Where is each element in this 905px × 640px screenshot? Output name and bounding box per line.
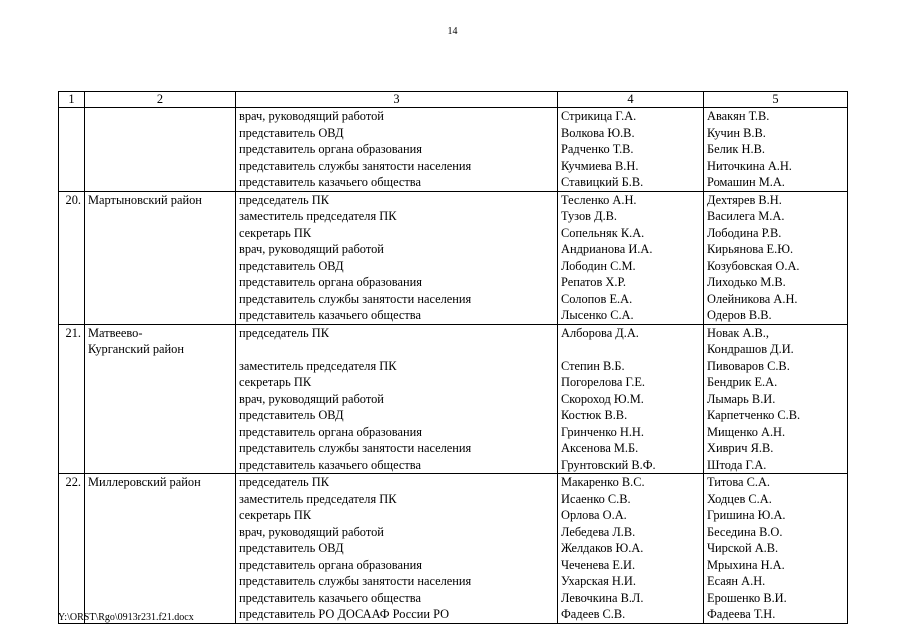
role-text: представитель службы занятости населения [239, 441, 472, 455]
main-member-name: Скороход Ю.М. [561, 391, 644, 406]
reserve-member-name: Хиврич Я.В. [707, 441, 774, 455]
reserve-member-name: Авакян Т.В. [707, 109, 770, 123]
district-cell [85, 324, 236, 474]
table-row [59, 191, 848, 324]
district-name: Миллеровский район [88, 475, 201, 489]
reserve-member-name: Одеров В.В. [707, 308, 772, 322]
main-member-name: Репатов Х.Р. [561, 275, 626, 289]
main-member-name: Степин В.Б. [561, 358, 625, 373]
role-text: представитель службы занятости населения [239, 158, 472, 173]
main-member-name: Тесленко А.Н. [561, 192, 637, 207]
role-text: заместитель председателя ПК [239, 491, 397, 506]
main-member-name: Стрикица Г.А. [561, 109, 637, 123]
main-member-name: Аксенова М.Б. [561, 441, 639, 455]
row-number: 22. [59, 474, 85, 624]
role-text: секретарь ПК [239, 225, 312, 240]
main-member-name: Макаренко В.С. [561, 475, 645, 489]
reserve-member-name: Титова С.А. [707, 475, 771, 489]
reserve-member-name: Ходцев С.А. [707, 491, 772, 506]
reserve-member-name: Кирьянова Е.Ю. [707, 242, 794, 256]
reserve-member-name: Белик Н.В. [707, 142, 765, 156]
role-text: заместитель председателя ПК [239, 358, 397, 373]
table-header-row [59, 92, 848, 108]
role-text: врач, руководящий работой [239, 524, 384, 539]
role-text: представитель казачьего общества [239, 308, 421, 322]
main-member-name: Костюк В.В. [561, 408, 628, 422]
main-member-name: Лысенко С.А. [561, 308, 634, 322]
reserve-member-name: Ниточкина А.Н. [707, 158, 792, 173]
main-member-name: Левочкина В.Л. [561, 590, 644, 605]
role-text: представитель органа образования [239, 275, 422, 289]
reserve-member-name: Дехтярев В.Н. [707, 192, 782, 207]
reserve-member-name: Беседина В.О. [707, 524, 783, 539]
district-name: Мартыновский район [88, 192, 202, 207]
reserve-member-cell [704, 474, 848, 624]
reserve-member-name: Лымарь В.И. [707, 391, 776, 406]
main-member-name: Фадеев С.В. [561, 607, 626, 621]
main-member-name: Волкова Ю.В. [561, 125, 635, 140]
reserve-member-name: Гришина Ю.А. [707, 508, 786, 522]
reserve-member-name: Карпетченко С.В. [707, 408, 801, 422]
reserve-member-cell [704, 191, 848, 324]
main-member-name: Солопов Е.А. [561, 291, 633, 306]
role-text: секретарь ПК [239, 375, 312, 389]
district-cell [85, 474, 236, 624]
reserve-member-name: Олейникова А.Н. [707, 291, 798, 306]
main-member-name: Ухарская Н.И. [561, 574, 636, 588]
role-text: председатель ПК [239, 192, 329, 207]
reserve-member-name: Василега М.А. [707, 209, 785, 223]
reserve-member-name: Кондрашов Д.И. [707, 342, 794, 356]
main-member-name: Кучмиева В.Н. [561, 158, 639, 173]
role-cell [236, 191, 558, 324]
row-number: 21. [59, 324, 85, 474]
main-member-name: Орлова О.А. [561, 508, 627, 522]
main-member-name: Алборова Д.А. [561, 325, 639, 340]
reserve-member-name: Кучин В.В. [707, 125, 766, 140]
main-member-name: Чеченева Е.И. [561, 557, 636, 572]
role-text: представитель казачьего общества [239, 457, 421, 472]
main-member-cell [558, 474, 704, 624]
role-text: представитель ОВД [239, 258, 344, 273]
table-row [59, 324, 848, 474]
role-text: представитель казачьего общества [239, 590, 421, 605]
spacer [561, 341, 700, 358]
main-member-name: Погорелова Г.Е. [561, 375, 645, 389]
reserve-member-name: Лободина Р.В. [707, 225, 782, 240]
role-text: представитель ОВД [239, 125, 344, 140]
main-member-cell [558, 324, 704, 474]
role-text: представитель службы занятости населения [239, 291, 472, 306]
page-number: 14 [447, 26, 458, 37]
header-col-3: 3 [236, 92, 558, 108]
reserve-member-name: Лиходько М.В. [707, 275, 786, 289]
header-col-4: 4 [558, 92, 704, 108]
header-col-1: 1 [59, 92, 85, 108]
role-text: заместитель председателя ПК [239, 209, 397, 223]
table-row [59, 108, 848, 192]
role-text: представитель казачьего общества [239, 175, 421, 189]
main-member-name: Исаенко С.В. [561, 491, 631, 506]
role-text: представитель органа образования [239, 142, 422, 156]
role-text: врач, руководящий работой [239, 109, 384, 123]
role-text: председатель ПК [239, 475, 329, 489]
reserve-member-cell [704, 324, 848, 474]
district-cell [85, 108, 236, 192]
role-cell [236, 474, 558, 624]
reserve-member-name: Фадеева Т.Н. [707, 607, 776, 621]
role-text: представитель РО ДОСААФ России РО [239, 607, 450, 621]
reserve-member-name: Пивоваров С.В. [707, 358, 790, 373]
reserve-member-name: Новак А.В., [707, 325, 769, 340]
reserve-member-name: Есаян А.Н. [707, 574, 766, 588]
role-text: представитель службы занятости населения [239, 574, 472, 588]
role-cell [236, 108, 558, 192]
main-member-cell [558, 108, 704, 192]
reserve-member-name: Чирской А.В. [707, 541, 779, 555]
district-cell [85, 191, 236, 324]
role-text: врач, руководящий работой [239, 391, 384, 406]
main-member-name: Гринченко Н.Н. [561, 424, 644, 439]
main-member-name: Лободин С.М. [561, 258, 636, 273]
reserve-member-name: Штода Г.А. [707, 457, 767, 472]
role-text: представитель ОВД [239, 541, 344, 555]
header-col-5: 5 [704, 92, 848, 108]
main-member-name: Тузов Д.В. [561, 209, 618, 223]
main-member-name: Ставицкий Б.В. [561, 175, 644, 189]
reserve-member-cell [704, 108, 848, 192]
commission-table [58, 91, 848, 624]
role-text: представитель ОВД [239, 408, 344, 422]
row-number: 20. [59, 191, 85, 324]
reserve-member-name: Ерошенко В.И. [707, 590, 787, 605]
spacer [239, 341, 554, 358]
reserve-member-name: Бендрик Е.А. [707, 375, 778, 389]
role-text: представитель органа образования [239, 557, 422, 572]
reserve-member-name: Мрыхина Н.А. [707, 557, 785, 572]
district-name: Курганский район [88, 342, 184, 356]
main-member-name: Желдаков Ю.А. [561, 541, 644, 555]
file-path-footer: Y:\ORST\Rgo\0913r231.f21.docx [58, 612, 194, 623]
main-member-name: Радченко Т.В. [561, 142, 634, 156]
main-member-name: Сопельняк К.А. [561, 225, 645, 240]
row-number [59, 108, 85, 192]
table-row [59, 474, 848, 624]
role-text: врач, руководящий работой [239, 242, 384, 256]
reserve-member-name: Мищенко А.Н. [707, 424, 786, 439]
main-member-name: Андрианова И.А. [561, 242, 653, 256]
main-member-cell [558, 191, 704, 324]
header-col-2: 2 [85, 92, 236, 108]
role-text: секретарь ПК [239, 508, 312, 522]
role-text: представитель органа образования [239, 424, 422, 439]
role-cell [236, 324, 558, 474]
role-text: председатель ПК [239, 325, 329, 340]
main-member-name: Лебедева Л.В. [561, 524, 636, 539]
district-name: Матвеево- [88, 325, 143, 340]
reserve-member-name: Козубовская О.А. [707, 258, 800, 273]
reserve-member-name: Ромашин М.А. [707, 175, 785, 189]
main-member-name: Грунтовский В.Ф. [561, 457, 656, 472]
